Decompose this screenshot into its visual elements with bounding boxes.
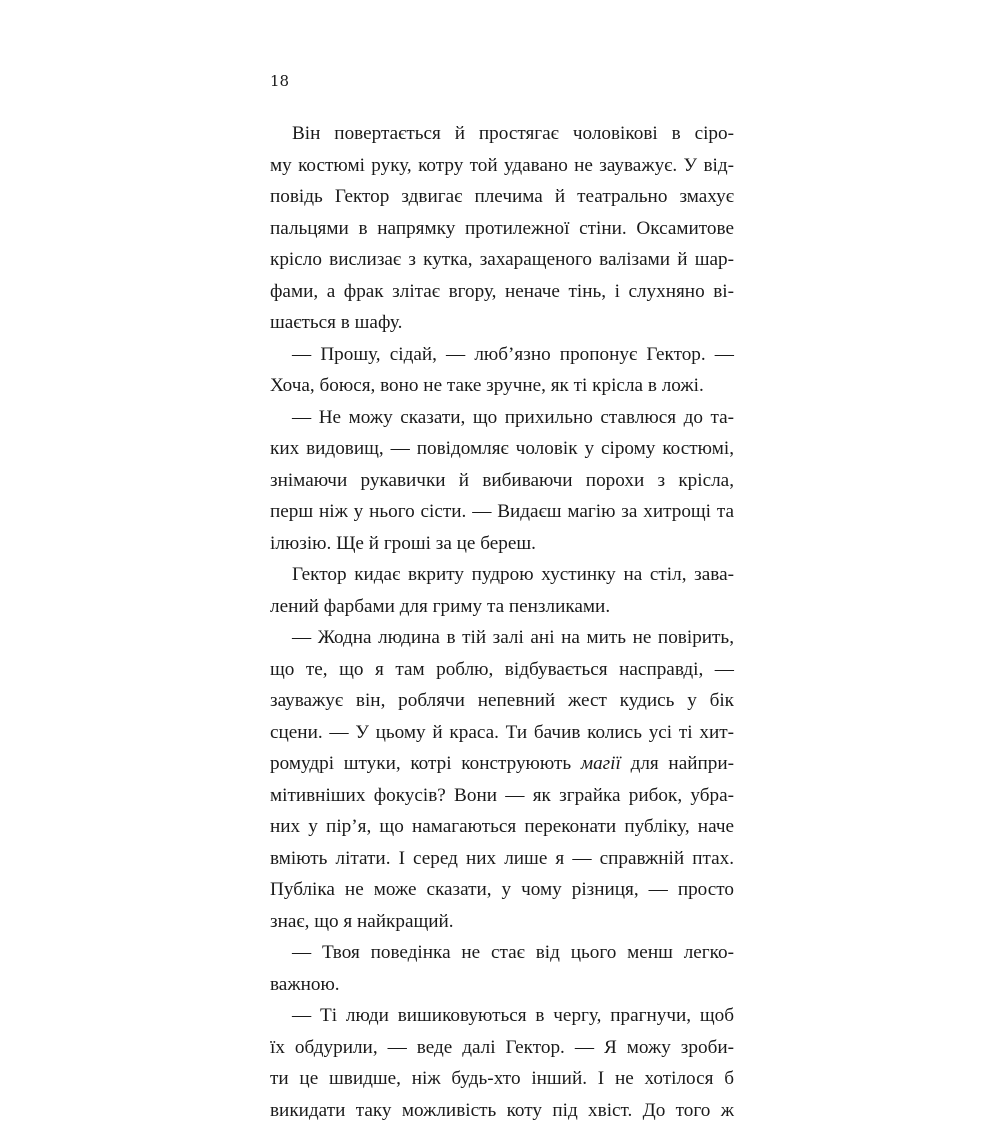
italic-word: магії — [581, 753, 621, 774]
text-line: лений фарбами для гриму та пензликами. — [270, 591, 734, 623]
text-line: їх обдурили, — веде далі Гектор. — Я можу зроби- — [270, 1032, 734, 1064]
text-line: що те, що я там роблю, відбувається насправді, — — [270, 654, 734, 686]
text-line: му костюмі руку, котру той удавано не зауважує. У від- — [270, 150, 734, 182]
text-line: перш ніж у нього сісти. — Видаєш магію за хитрощі та — [270, 496, 734, 528]
text-line: — Не можу сказати, що прихильно ставлюся до та- — [270, 402, 734, 434]
text-line: Публіка не може сказати, у чому різниця, — просто — [270, 874, 734, 906]
text-line: Хоча, боюся, воно не таке зручне, як ті крісла в ложі. — [270, 370, 734, 402]
text-line: — Ті люди вишиковуються в чергу, прагнучи, щоб — [270, 1000, 734, 1032]
text-line: фами, а фрак злітає вгору, неначе тінь, і слухняно ві- — [270, 276, 734, 308]
text-line: — Жодна людина в тій залі ані на мить не повірить, — [270, 622, 734, 654]
text-line: ких видовищ, — повідомляє чоловік у сірому костюмі, — [270, 433, 734, 465]
text-line: шається в шафу. — [270, 307, 734, 339]
text-line: повідь Гектор здвигає плечима й театрально змахує — [270, 181, 734, 213]
text-line: знає, що я найкращий. — [270, 906, 734, 938]
text-line: важною. — [270, 969, 734, 1001]
text-line: мітивніших фокусів? Вони — як зграйка рибок, убра- — [270, 780, 734, 812]
text-line: них у пір’я, що намагаються переконати публіку, наче — [270, 811, 734, 843]
text-line: зауважує він, роблячи непевний жест кудись у бік — [270, 685, 734, 717]
text-line: крісло вислизає з кутка, захаращеного валізами й шар- — [270, 244, 734, 276]
text-line: Гектор кидає вкриту пудрою хустинку на стіл, зава- — [270, 559, 734, 591]
text-line: ти це швидше, ніж будь-хто інший. І не хотілося б — [270, 1063, 734, 1095]
text-line-with-italic — [270, 748, 734, 780]
text-line: вміють літати. І серед них лише я — справжній птах. — [270, 843, 734, 875]
text-line: знімаючи рукавички й вибиваючи порохи з крісла, — [270, 465, 734, 497]
text-line: пальцями в напрямку протилежної стіни. Оксамитове — [270, 213, 734, 245]
text-line: сцени. — У цьому й краса. Ти бачив колись усі ті хит- — [270, 717, 734, 749]
text-segment: ромудрі штуки, котрі конструюють — [270, 753, 571, 774]
text-line: викидати таку можливість коту під хвіст. До того ж — [270, 1095, 734, 1126]
body-text — [270, 118, 734, 1126]
text-line: ілюзію. Ще й гроші за це береш. — [270, 528, 734, 560]
text-line: — Твоя поведінка не стає від цього менш легко- — [270, 937, 734, 969]
text-line: — Прошу, сідай, — люб’язно пропонує Гектор. — — [270, 339, 734, 371]
text-line: Він повертається й простягає чоловікові в сіро- — [270, 118, 734, 150]
page-number: 18 — [270, 72, 289, 90]
text-segment: для найпри- — [631, 753, 734, 774]
